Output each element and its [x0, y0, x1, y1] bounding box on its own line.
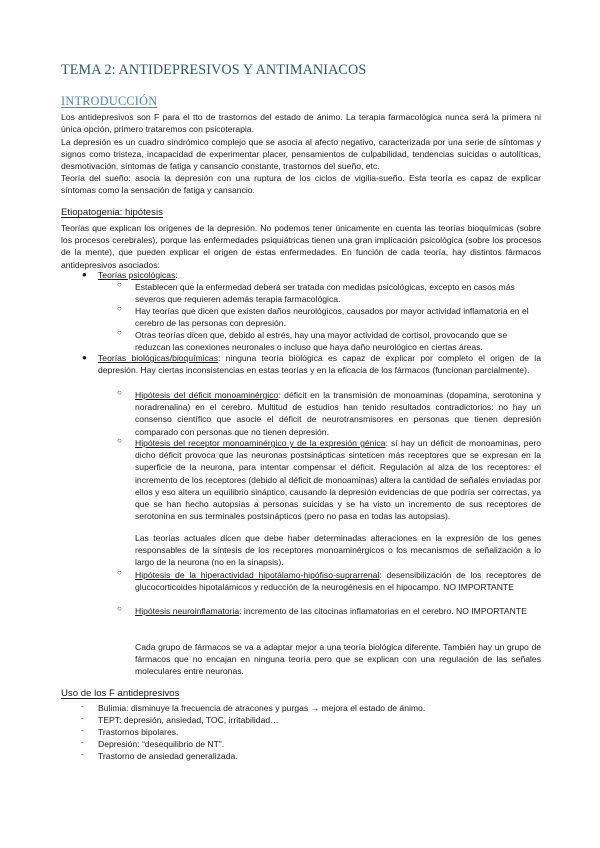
etiopatogenia-intro: Teorías que explican los orígenes de la depresión. No podemos tener únicamente en cuenta las teorías bioquímicas (sobre los procesos cerebrales), porque las enfermedades psiquiátricas tienen una gran implicación psicológica (sobre los procesos de la mente), que pueden explicar el origen de estas enfermedades. En función de cada teoría, hay distintos fármacos antidepresivos asociados: [61, 223, 541, 270]
psicologicas-label: Teorías psicológicas [98, 270, 176, 280]
sub-bullet-circle: ○ [117, 604, 122, 613]
hipotesis-neuroinflamatoria-label: Hipótesis neuroinflamatoria [135, 606, 240, 616]
hipotesis-neuroinflamatoria-text: : incremento de las citocinas inflamatorias en el cerebro. NO IMPORTANTE [239, 606, 527, 616]
psicologicas-item-2: Hay teorías que dicen que existen daños neurológicos, causados por mayor actividad inflamatoria en el cerebro de las personas con depresión. [135, 306, 529, 329]
section-heading-introduccion: INTRODUCCIÓN [61, 94, 158, 108]
psicologicas-heading [98, 269, 178, 281]
uso-item-depresion: Depresión: “desequilibrio de NT”. [98, 739, 225, 749]
hipotesis-hiperactividad-text: : desensibilización de los receptores de glucocorticoides hipotalámicos y reducción de la neurogénesis en el hipocampo. NO IMPORTANTE [135, 570, 541, 593]
intro-paragraph-2: La depresión es un cuadro sindrómico complejo que se asocia al afecto negativo, caracterizada por una serie de síntomas y signos como tristeza, incapacidad de experimentar placer, pensamientos de culpabilidad, tendencias suicidas o autolíticas, desmotivación, síntomas de fatiga y cansancio constante, trastornos del sueño, etc. [61, 137, 541, 172]
uso-item-tept: TEPT: depresión, ansiedad, TOC, irritabilidad… [98, 715, 279, 725]
psicologicas-colon: : [175, 270, 178, 280]
bullet-dot: ● [82, 353, 87, 362]
hipotesis-deficit-text: : déficit en la transmisión de monoaminas (dopamina, serotonina y noradrenalina) en el cerebro. Multitud de estudios han tenido resultados contradictorios: no hay un consenso científico que asocie el déficit de neurotransmisores en personas que tienen depresión comparado con personas que no tienen depresión. [135, 390, 541, 437]
document-title: TEMA 2: ANTIDEPRESIVOS Y ANTIMANIACOS [61, 62, 367, 78]
hipotesis-receptor-text: : sí hay un déficit de monoaminas, pero dicho déficit provoca que las neuronas postsinápticas sinteticen más receptores que se expresan en la superficie de la neurona, para intentar compensar el déficit. Regulación al alza de los receptores: el incremento de los receptores (debido al déficit de monoaminas) altera la cantidad de señales enviadas por ellos y eso altera un equilibrio sináptico, causando la depresión evidencias de que podría ser correctas, ya que se han hecho autopsias a personas suicidas y se ha visto un incremento de sus receptores de serotonina en sus terminales postsinápticos (pero no pasa en todas las autopsias). [135, 438, 541, 522]
dash-bullet: - [81, 726, 84, 735]
hipotesis-receptor [135, 437, 541, 522]
biologicas-label: Teorías biológicas/bioquímicas [98, 353, 218, 363]
biologicas-closing-paragraph: Cada grupo de fármacos se va a adaptar mejor a una teoría biológica diferente. También hay un grupo de fármacos que no encajan en ninguna teoría pero que se explican con una regulación de las señales moleculares entre neuronas. [135, 642, 541, 677]
uso-item-bulimia: Bulimia: disminuye la frecuencia de atracones y purgas → mejora el estado de ánimo. [98, 703, 426, 713]
intro-paragraph-3: Teoría del sueño: asocia la depresión con una ruptura de los ciclos de vigilia-sueño. Esta teoría es capaz de explicar síntomas como la sensación de fatiga y cansancio. [61, 173, 541, 196]
dash-bullet: - [81, 702, 84, 711]
sub-bullet-circle: ○ [117, 304, 122, 313]
biologicas-paragraph [98, 352, 541, 376]
intro-paragraph-1: Los antidepresivos son F para el tto de trastornos del estado de ánimo. La terapia farmacológica nunca será la primera ni única opción, primero trataremos con psicoterapia. [61, 112, 541, 135]
sub-bullet-circle: ○ [117, 436, 122, 445]
bullet-dot: ● [82, 270, 87, 279]
dash-bullet: - [81, 738, 84, 747]
sub-bullet-circle: ○ [117, 280, 122, 289]
dash-bullet: - [81, 714, 84, 723]
hipotesis-hiperactividad [135, 569, 541, 593]
sub-bullet-circle: ○ [117, 388, 122, 397]
uso-item-ansiedad: Trastorno de ansiedad generalizada. [98, 751, 238, 761]
subheading-uso: Uso de los F antidepresivos [61, 688, 180, 699]
subheading-etiopatogenia: Etiopatogenia: hipótesis [61, 207, 163, 218]
hipotesis-neuroinflamatoria [135, 605, 541, 617]
hipotesis-receptor-label: Hipótesis del receptor monoaminérgico y de la expresión génica [135, 438, 386, 448]
sub-bullet-circle: ○ [117, 328, 122, 337]
dash-bullet: - [81, 750, 84, 759]
hipotesis-deficit [135, 389, 541, 438]
biologicas-text: : ninguna teoría biológica es capaz de explicar por completo el origen de la depresión. Hay ciertas inconsistencias en estas teorías y en la eficacia de los fármacos (funcionan parcialmente). [98, 353, 541, 376]
hipotesis-receptor-continuation: Las teorías actuales dicen que debe haber determinadas alteraciones en la expresión de los genes responsables de la síntesis de los receptores monoaminérgicos o los mecanismos de señalización a lo largo de la neurona (no en la sinapsis). [135, 533, 541, 568]
hipotesis-deficit-label: Hipótesis del déficit monoaminérgico [135, 390, 279, 400]
sub-bullet-circle: ○ [117, 568, 122, 577]
uso-item-bipolares: Trastornos bipolares. [98, 727, 179, 737]
psicologicas-item-1: Establecen que la enfermedad deberá ser tratada con medidas psicológicas, excepto en casos más severos que requieren además terapia farmacológica. [135, 282, 515, 305]
hipotesis-hiperactividad-label: Hipótesis de la hiperactividad hipotálamo-hipófiso-suprarrenal [135, 570, 380, 580]
psicologicas-item-3: Otras teorías dicen que, debido al estrés, hay una mayor actividad de cortisol, provocando que se reduzcan las conexiones neuronales o incluso que haya daño neurológico en ciertas áreas. [135, 330, 508, 353]
